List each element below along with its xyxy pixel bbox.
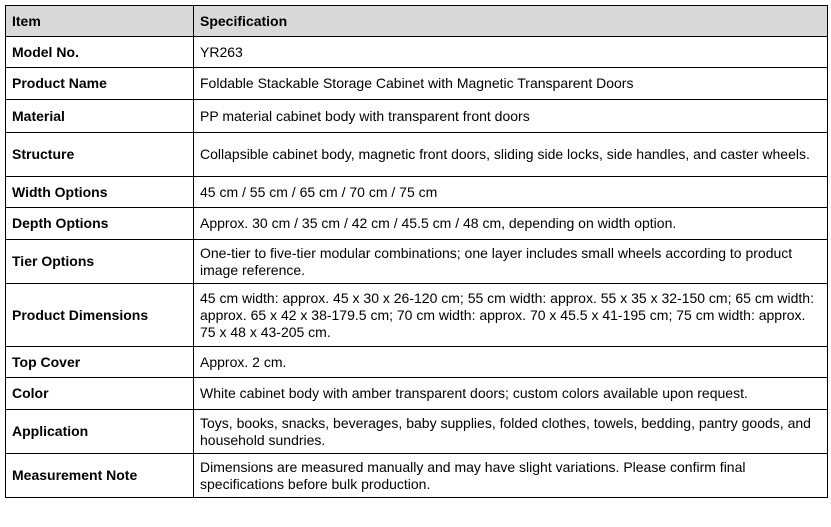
table-row <box>6 454 828 498</box>
row-label-depth-options: Depth Options <box>6 208 194 240</box>
table-row <box>6 410 828 454</box>
table-row <box>6 284 828 347</box>
table-header-row <box>6 6 828 37</box>
row-value-width-options: 45 cm / 55 cm / 65 cm / 70 cm / 75 cm <box>194 177 828 208</box>
table-row <box>6 37 828 68</box>
header-item: Item <box>6 6 194 37</box>
row-value-measurement-note: Dimensions are measured manually and may have slight variations. Please confirm final specifications before bulk production. <box>194 454 828 498</box>
row-value-tier-options: One-tier to five-tier modular combinations; one layer includes small wheels according to product image reference. <box>194 240 828 284</box>
row-label-material: Material <box>6 100 194 133</box>
row-value-product-dimensions: 45 cm width: approx. 45 x 30 x 26-120 cm; 55 cm width: approx. 55 x 35 x 32-150 cm; 65 cm width: approx. 65 x 42 x 38-179.5 cm; 70 cm width: approx. 70 x 45.5 x 41-195 cm; 75 cm width: approx. 75 x 48 x 43-205 cm. <box>194 284 828 347</box>
row-label-product-dimensions: Product Dimensions <box>6 284 194 347</box>
spec-sheet <box>5 5 827 498</box>
table-row <box>6 133 828 177</box>
row-label-top-cover: Top Cover <box>6 347 194 378</box>
row-value-depth-options: Approx. 30 cm / 35 cm / 42 cm / 45.5 cm / 48 cm, depending on width option. <box>194 208 828 240</box>
row-label-color: Color <box>6 378 194 410</box>
row-value-model-no: YR263 <box>194 37 828 68</box>
row-value-color: White cabinet body with amber transparent doors; custom colors available upon request. <box>194 378 828 410</box>
row-value-structure: Collapsible cabinet body, magnetic front doors, sliding side locks, side handles, and caster wheels. <box>194 133 828 177</box>
table-row <box>6 378 828 410</box>
row-label-width-options: Width Options <box>6 177 194 208</box>
row-label-product-name: Product Name <box>6 68 194 100</box>
row-label-tier-options: Tier Options <box>6 240 194 284</box>
row-value-application: Toys, books, snacks, beverages, baby supplies, folded clothes, towels, bedding, pantry goods, and household sundries. <box>194 410 828 454</box>
table-row <box>6 240 828 284</box>
table-row <box>6 177 828 208</box>
table-row <box>6 68 828 100</box>
specification-table <box>5 5 828 498</box>
row-label-structure: Structure <box>6 133 194 177</box>
table-row <box>6 100 828 133</box>
table-row <box>6 208 828 240</box>
row-label-application: Application <box>6 410 194 454</box>
header-specification: Specification <box>194 6 828 37</box>
row-value-top-cover: Approx. 2 cm. <box>194 347 828 378</box>
row-label-model-no: Model No. <box>6 37 194 68</box>
table-row <box>6 347 828 378</box>
row-value-material: PP material cabinet body with transparent front doors <box>194 100 828 133</box>
row-value-product-name: Foldable Stackable Storage Cabinet with Magnetic Transparent Doors <box>194 68 828 100</box>
row-label-measurement-note: Measurement Note <box>6 454 194 498</box>
